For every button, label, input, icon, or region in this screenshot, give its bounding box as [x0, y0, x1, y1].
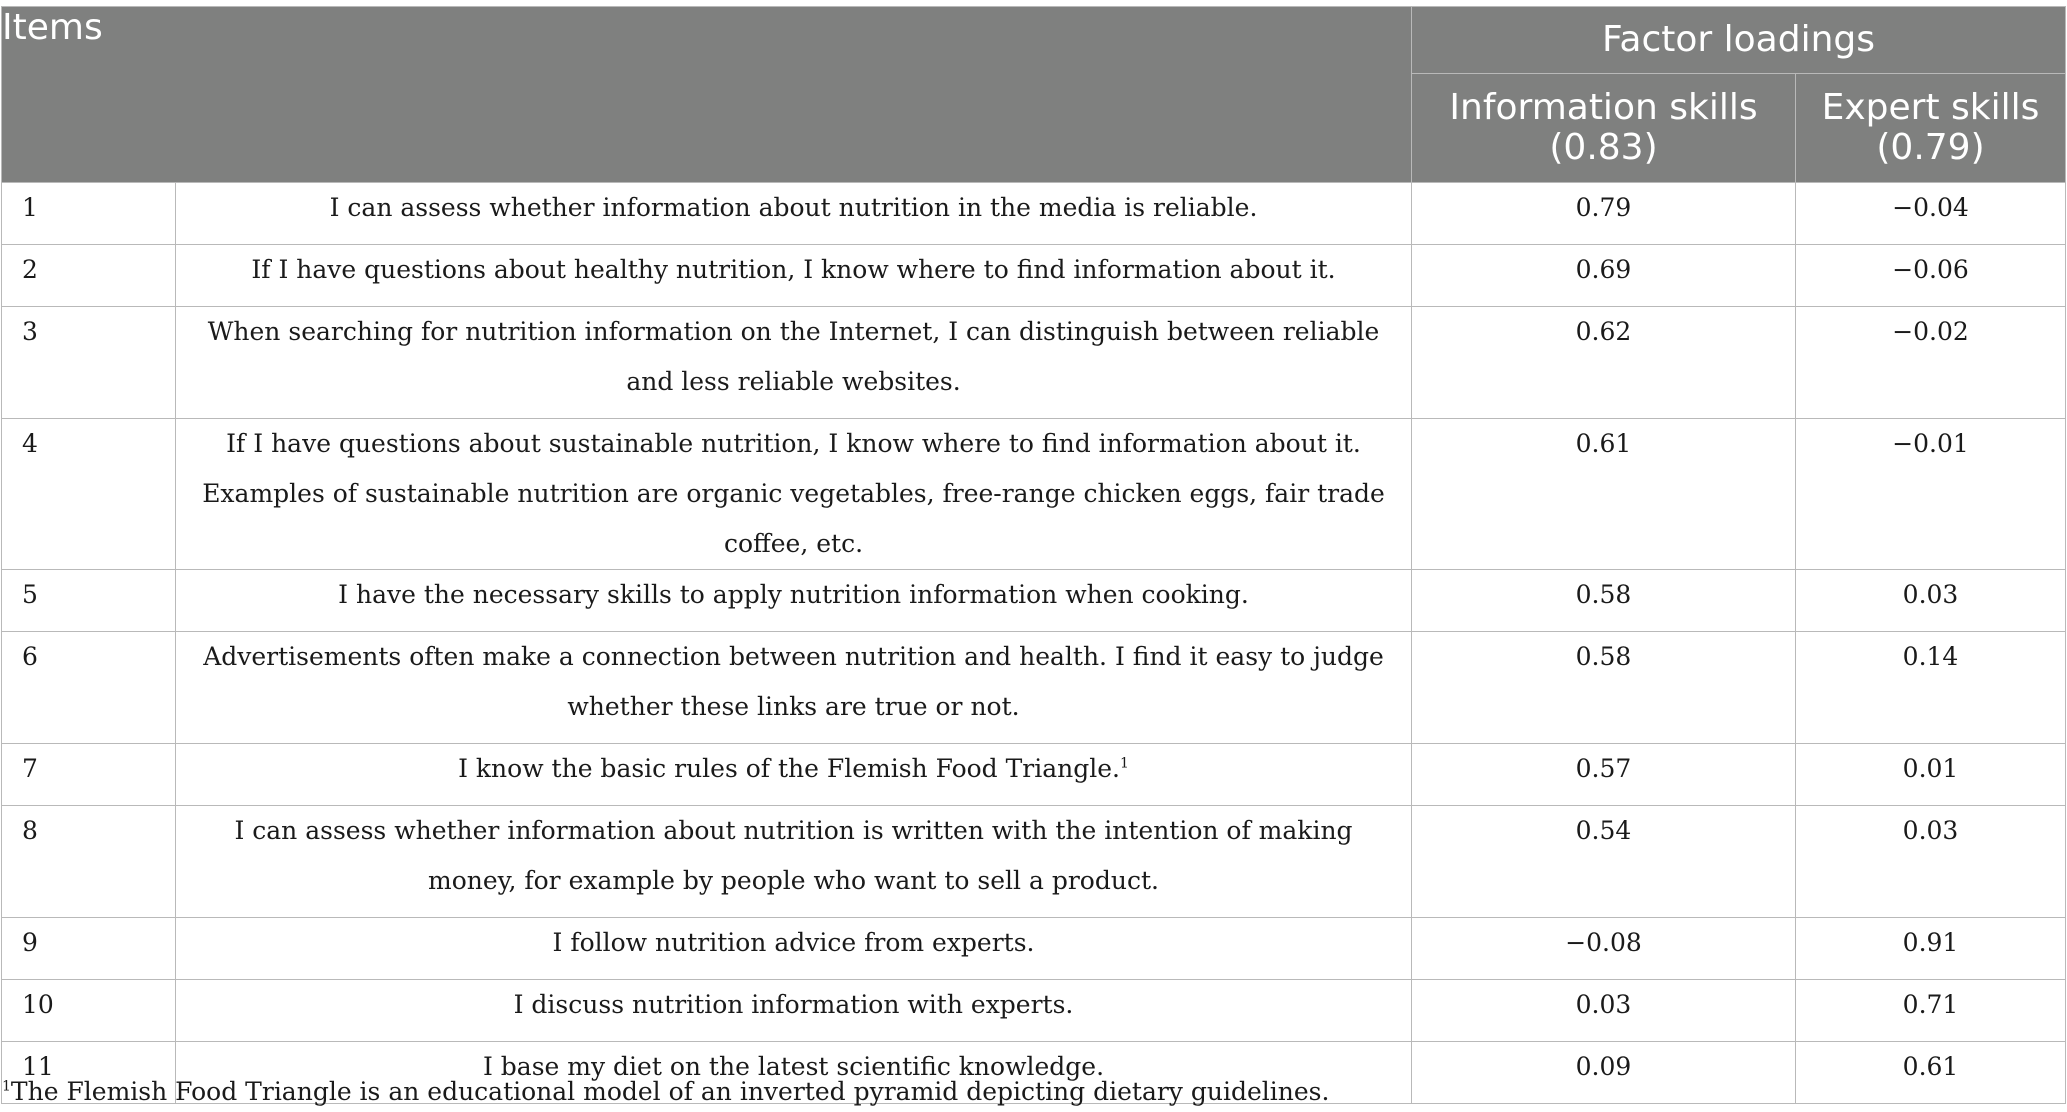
item-number: 11: [2, 1042, 176, 1104]
table-row: [2, 744, 2066, 806]
expert-skills-loading: −0.01: [1796, 419, 2066, 570]
items-header: Items: [2, 7, 1412, 183]
table-row: [2, 245, 2066, 307]
table-row: [2, 806, 2066, 918]
item-number: 9: [2, 918, 176, 980]
footnote-text: The Flemish Food Triangle is an educational model of an inverted pyramid depicting dietary guidelines.: [10, 1077, 1330, 1106]
table-row: [2, 419, 2066, 570]
item-text: If I have questions about sustainable nutrition, I know where to find information about it. Examples of sustainable nutrition are organic vegetables, free-range chicken eggs, fair trade coffee, etc.: [176, 419, 1412, 570]
item-text: I base my diet on the latest scientific knowledge.: [176, 1042, 1412, 1104]
expert-skills-loading: 0.03: [1796, 570, 2066, 632]
information-skills-header: [1412, 74, 1796, 183]
information-skills-loading: 0.79: [1412, 183, 1796, 245]
factor-loadings-header: Factor loadings: [1412, 7, 2066, 74]
item-text-with-footnote: [176, 744, 1412, 806]
item-text: I can assess whether information about nutrition in the media is reliable.: [176, 183, 1412, 245]
item-number: 10: [2, 980, 176, 1042]
table-row: [2, 307, 2066, 419]
expert-skills-loading: 0.01: [1796, 744, 2066, 806]
information-skills-loading: 0.61: [1412, 419, 1796, 570]
expert-skills-loading: −0.04: [1796, 183, 2066, 245]
item-number: 4: [2, 419, 176, 570]
footnote-number: 1: [2, 1078, 11, 1095]
information-skills-label: Information skills: [1449, 87, 1758, 128]
table-row: [2, 183, 2066, 245]
expert-skills-loading: 0.71: [1796, 980, 2066, 1042]
item-text: If I have questions about healthy nutrition, I know where to find information about it.: [176, 245, 1412, 307]
information-skills-loading: 0.62: [1412, 307, 1796, 419]
table-row: [2, 570, 2066, 632]
expert-skills-loading: 0.91: [1796, 918, 2066, 980]
item-text: I discuss nutrition information with experts.: [176, 980, 1412, 1042]
factor-loadings-table: [1, 6, 2066, 1104]
information-skills-loading: 0.09: [1412, 1042, 1796, 1104]
expert-skills-header: [1796, 74, 2066, 183]
item-text: Advertisements often make a connection between nutrition and health. I find it easy to judge whether these links are true or not.: [176, 632, 1412, 744]
item-text: I have the necessary skills to apply nutrition information when cooking.: [176, 570, 1412, 632]
item-text: When searching for nutrition information on the Internet, I can distinguish between reliable and less reliable websites.: [176, 307, 1412, 419]
information-skills-loading: 0.69: [1412, 245, 1796, 307]
item-text: I can assess whether information about nutrition is written with the intention of making money, for example by people who want to sell a product.: [176, 806, 1412, 918]
item-text: I follow nutrition advice from experts.: [176, 918, 1412, 980]
expert-skills-loading: 0.61: [1796, 1042, 2066, 1104]
table-footnote: [2, 1076, 1329, 1108]
expert-skills-loading: −0.02: [1796, 307, 2066, 419]
expert-skills-alpha: (0.79): [1876, 127, 1985, 168]
information-skills-alpha: (0.83): [1549, 127, 1658, 168]
expert-skills-loading: −0.06: [1796, 245, 2066, 307]
information-skills-loading: 0.54: [1412, 806, 1796, 918]
item-number: 1: [2, 183, 176, 245]
table-row: [2, 980, 2066, 1042]
expert-skills-loading: 0.03: [1796, 806, 2066, 918]
item-number: 6: [2, 632, 176, 744]
table-row: [2, 632, 2066, 744]
item-number: 8: [2, 806, 176, 918]
information-skills-loading: 0.58: [1412, 570, 1796, 632]
item-text: I know the basic rules of the Flemish Food Triangle.: [458, 754, 1120, 783]
information-skills-loading: 0.57: [1412, 744, 1796, 806]
item-number: 7: [2, 744, 176, 806]
expert-skills-label: Expert skills: [1821, 87, 2040, 128]
information-skills-loading: 0.03: [1412, 980, 1796, 1042]
information-skills-loading: 0.58: [1412, 632, 1796, 744]
item-number: 3: [2, 307, 176, 419]
item-number: 5: [2, 570, 176, 632]
footnote-marker: 1: [1120, 755, 1129, 772]
expert-skills-loading: 0.14: [1796, 632, 2066, 744]
information-skills-loading: −0.08: [1412, 918, 1796, 980]
table-row: [2, 918, 2066, 980]
item-number: 2: [2, 245, 176, 307]
